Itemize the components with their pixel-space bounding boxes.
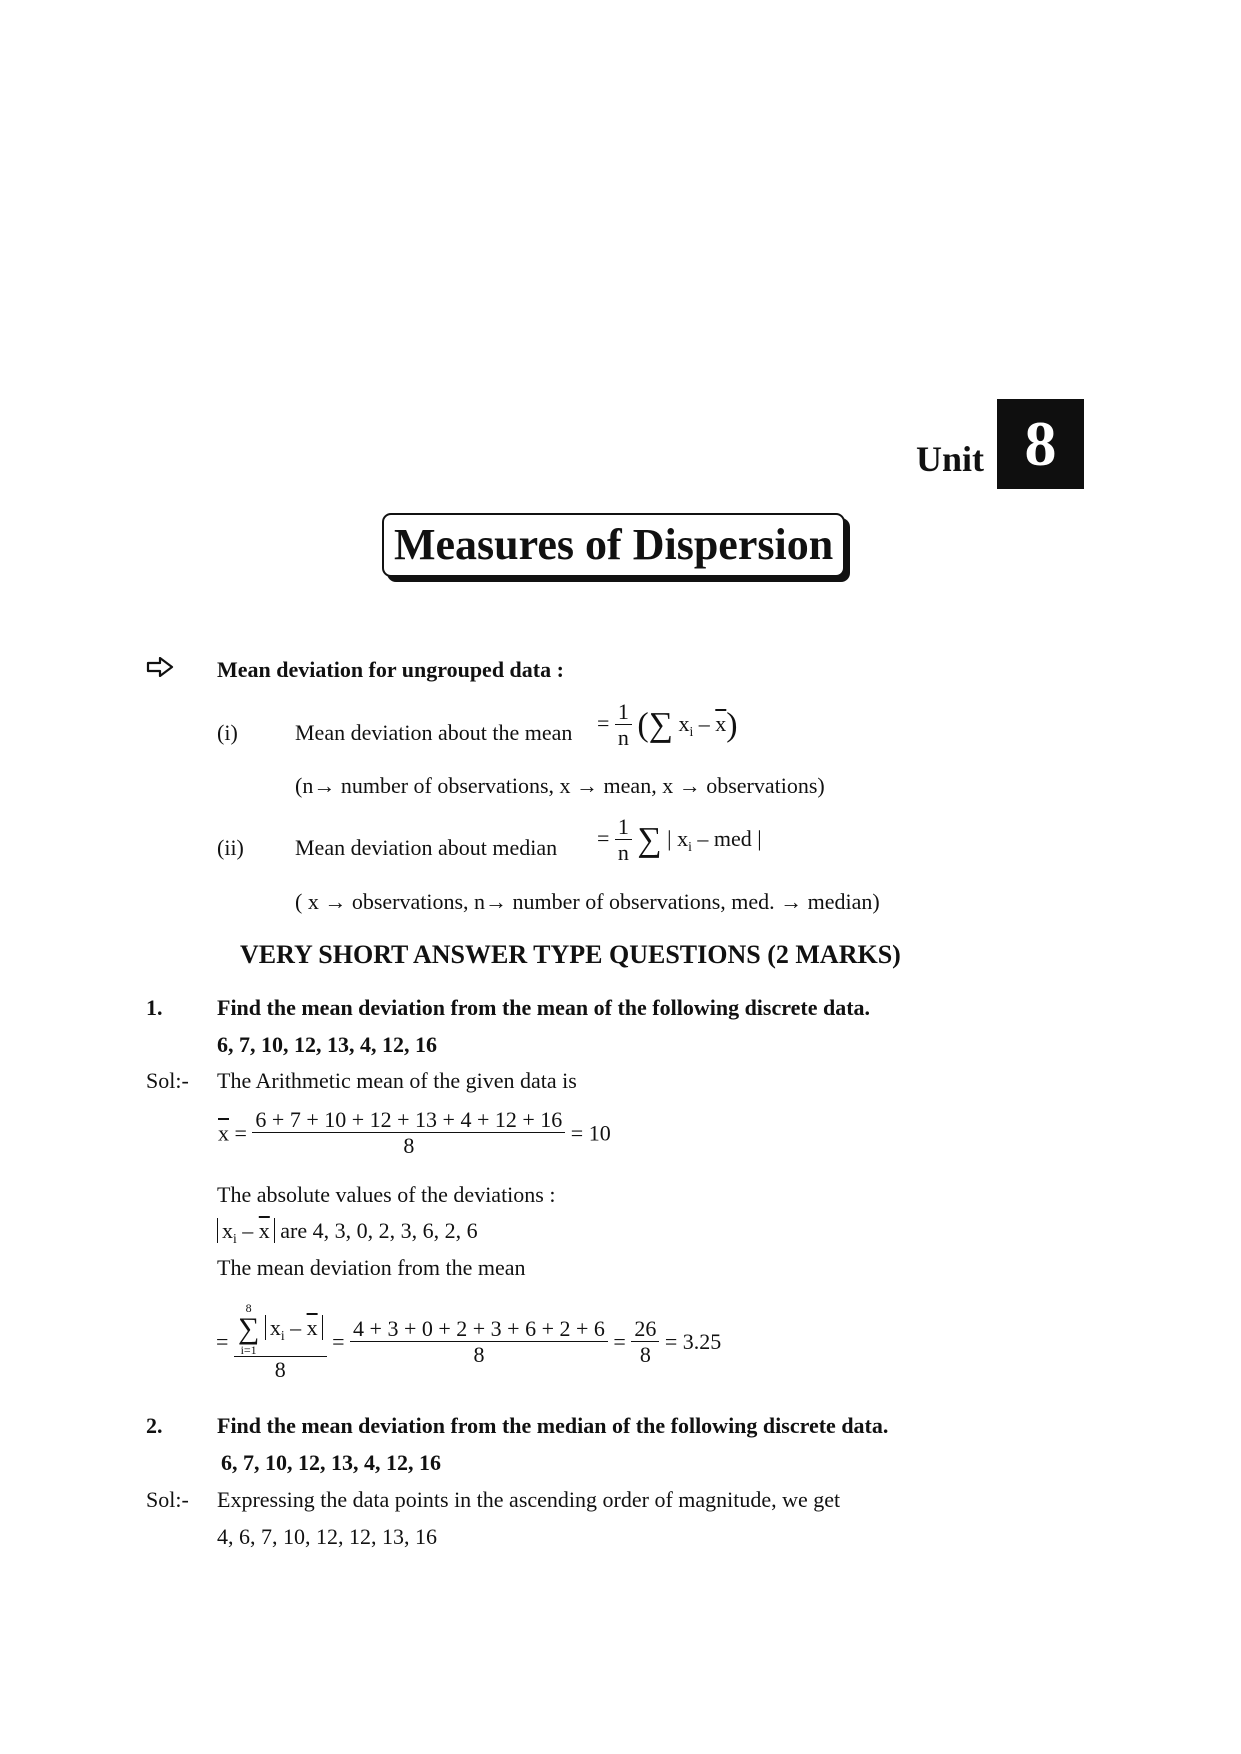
solution-label: Sol:- — [146, 1487, 189, 1512]
deviation-values: are 4, 3, 0, 2, 3, 6, 2, 6 — [280, 1218, 478, 1243]
equals-sign: = — [332, 1329, 345, 1355]
formula-mean-deviation-mean — [597, 700, 738, 750]
absolute-deviations — [217, 1218, 478, 1247]
question-text: Find the mean deviation from the mean of the following discrete data. — [217, 995, 871, 1020]
question-text: Find the mean deviation from the median of the following discrete data. — [217, 1413, 889, 1438]
fraction — [615, 700, 632, 750]
formula-body: $x_i - \overline{x}$ — [678, 710, 727, 739]
hollow-right-arrow-icon — [146, 657, 174, 683]
equals-sign: = — [613, 1329, 626, 1355]
solution-text: The absolute values of the deviations : — [217, 1182, 556, 1207]
fraction-denominator: 8 — [274, 1357, 286, 1382]
equals-sign: = — [597, 825, 610, 851]
page-title: Measures of Dispersion — [382, 513, 845, 577]
sigma-symbol: ∑ — [237, 1312, 260, 1345]
item-label: Mean deviation about the mean — [295, 720, 573, 745]
fraction-denominator: n — [617, 725, 629, 751]
result: = 10 — [570, 1120, 611, 1146]
item-number: (i) — [217, 720, 238, 745]
formula-body: | $x_i$ – med | — [667, 825, 762, 854]
solution-text: The mean deviation from the mean — [217, 1255, 526, 1280]
intro-heading: Mean deviation for ungrouped data : — [217, 657, 564, 682]
sigma-symbol: ∑ — [637, 821, 662, 859]
fraction — [234, 1302, 327, 1382]
item-note: (n→ number of observations, x → mean, x → observations) — [295, 773, 825, 798]
sorted-data: 4, 6, 7, 10, 12, 12, 13, 16 — [217, 1524, 437, 1549]
absolute-value-expression: $x_i - \overline{x}$ — [265, 1315, 323, 1340]
summation: 8 ∑ i=1 — [237, 1301, 260, 1357]
unit-label: Unit — [916, 439, 985, 479]
fraction-denominator: 8 — [403, 1133, 415, 1159]
open-paren: ( — [637, 706, 649, 744]
equals-sign: = — [234, 1120, 247, 1146]
fraction-denominator: n — [617, 840, 629, 866]
unit-number-badge: 8 — [997, 399, 1084, 489]
mean-deviation-equation — [216, 1302, 721, 1382]
mean-equation — [218, 1108, 611, 1158]
item-label: Mean deviation about median — [295, 835, 558, 860]
fraction — [350, 1317, 608, 1367]
question-number: 2. — [146, 1413, 163, 1438]
absolute-value-expression: $x_i - \overline{x}$ — [217, 1218, 275, 1243]
solution-text: The Arithmetic mean of the given data is — [217, 1068, 577, 1093]
formula-mean-deviation-median — [597, 815, 762, 865]
fraction-numerator: 4 + 3 + 0 + 2 + 3 + 6 + 2 + 6 — [350, 1317, 608, 1342]
fraction-denominator: 8 — [473, 1342, 485, 1368]
question-data: 6, 7, 10, 12, 13, 4, 12, 16 — [221, 1450, 441, 1475]
fraction-numerator: 1 — [615, 815, 632, 840]
close-paren: ) — [726, 706, 738, 744]
equals-sign: = — [597, 710, 610, 736]
fraction-numerator — [234, 1302, 327, 1357]
fraction-numerator: 6 + 7 + 10 + 12 + 13 + 4 + 12 + 16 — [252, 1108, 565, 1133]
solution-text: Expressing the data points in the ascending order of magnitude, we get — [217, 1487, 841, 1512]
solution-label: Sol:- — [146, 1068, 189, 1093]
question-number: 1. — [146, 995, 163, 1020]
result: = 3.25 — [664, 1329, 722, 1355]
fraction-numerator: 1 — [615, 700, 632, 725]
question-data: 6, 7, 10, 12, 13, 4, 12, 16 — [217, 1032, 437, 1057]
fraction — [615, 815, 632, 865]
fraction-denominator: 8 — [639, 1342, 651, 1368]
sigma-symbol: ∑ — [648, 706, 673, 744]
fraction — [631, 1317, 659, 1367]
mean-symbol: $\overline{x}$ — [218, 1120, 229, 1146]
item-number: (ii) — [217, 835, 244, 860]
section-heading: VERY SHORT ANSWER TYPE QUESTIONS (2 MARKS) — [240, 940, 901, 969]
equals-sign: = — [216, 1329, 229, 1355]
fraction — [252, 1108, 565, 1158]
fraction-numerator: 26 — [631, 1317, 659, 1342]
item-note: ( x → observations, n→ number of observations, med. → median) — [295, 889, 880, 914]
